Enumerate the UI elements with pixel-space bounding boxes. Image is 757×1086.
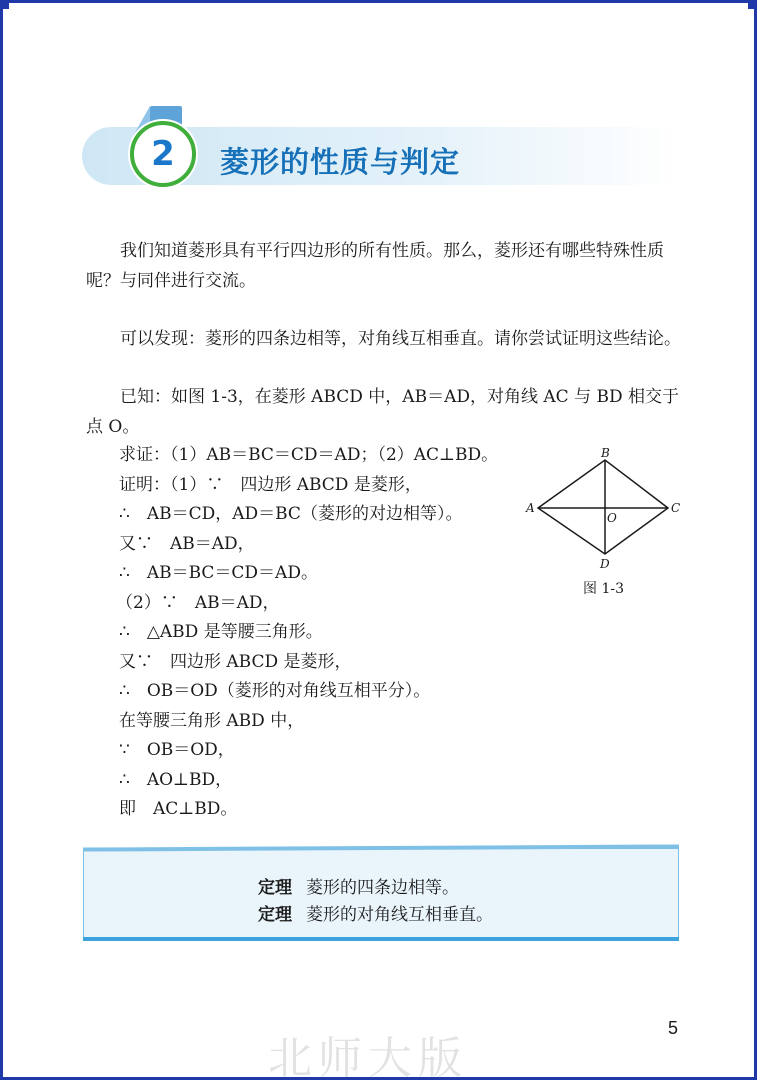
vertex-label-a: A <box>526 501 535 515</box>
proof-line: 又∵ 四边形 ABCD 是菱形， <box>119 652 352 672</box>
intro-paragraph-1: 我们知道菱形具有平行四边形的所有性质。那么，菱形还有哪些特殊性质呢？与同伴进行交流。 <box>86 241 664 291</box>
vertex-label-d: D <box>600 557 610 571</box>
corner-mark <box>3 3 9 9</box>
theorem-label: 定理 <box>258 878 292 898</box>
section-title: 菱形的性质与判定 <box>220 145 461 179</box>
proof-line: ∴ AB＝BC＝CD＝AD。 <box>119 563 318 583</box>
given-paragraph: 已知：如图 1-3，在菱形 ABCD 中，AB＝AD，对角线 AC 与 BD 相交于点 O。 <box>86 387 680 437</box>
page-number: 5 <box>668 1018 679 1038</box>
theorem-text: 菱形的对角线互相垂直。 <box>306 905 493 925</box>
proof-line: 证明：（1）∵ 四边形 ABCD 是菱形， <box>119 475 422 495</box>
theorem-box-bottom-rule <box>83 937 679 941</box>
theorem-1 <box>258 873 459 898</box>
proof-line: ∵ OB＝OD， <box>119 740 235 760</box>
rhombus-outline <box>538 460 668 554</box>
section-number-badge <box>130 121 196 187</box>
proof-line: 又∵ AB＝AD， <box>119 534 255 554</box>
proof-line: 求证：（1）AB＝BC＝CD＝AD；（2）AC⊥BD。 <box>119 445 499 465</box>
theorem-text: 菱形的四条边相等。 <box>306 878 459 898</box>
center-label-o: O <box>607 511 617 525</box>
proof-line: ∴ △ABD 是等腰三角形。 <box>119 622 323 642</box>
corner-mark <box>748 3 754 9</box>
vertex-label-b: B <box>601 446 610 460</box>
vertex-label-c: C <box>671 501 681 515</box>
rhombus-figure <box>522 446 682 574</box>
proof-line: 在等腰三角形 ABD 中， <box>119 711 305 731</box>
proof-line: ∴ AB＝CD，AD＝BC（菱形的对边相等）。 <box>119 504 463 524</box>
publisher-watermark: 北师大版 <box>268 1033 468 1084</box>
theorem-label: 定理 <box>258 905 292 925</box>
intro-paragraph-2: 可以发现：菱形的四条边相等，对角线互相垂直。请你尝试证明这些结论。 <box>120 329 681 349</box>
figure-caption: 图 1-3 <box>583 581 624 597</box>
theorem-2 <box>258 900 493 925</box>
proof-line: 即 AC⊥BD。 <box>119 799 238 819</box>
section-number: 2 <box>151 134 175 174</box>
proof-line: （2）∵ AB＝AD， <box>116 593 280 613</box>
proof-line: ∴ OB＝OD（菱形的对角线互相平分）。 <box>119 681 431 701</box>
proof-line: ∴ AO⊥BD， <box>119 770 233 790</box>
